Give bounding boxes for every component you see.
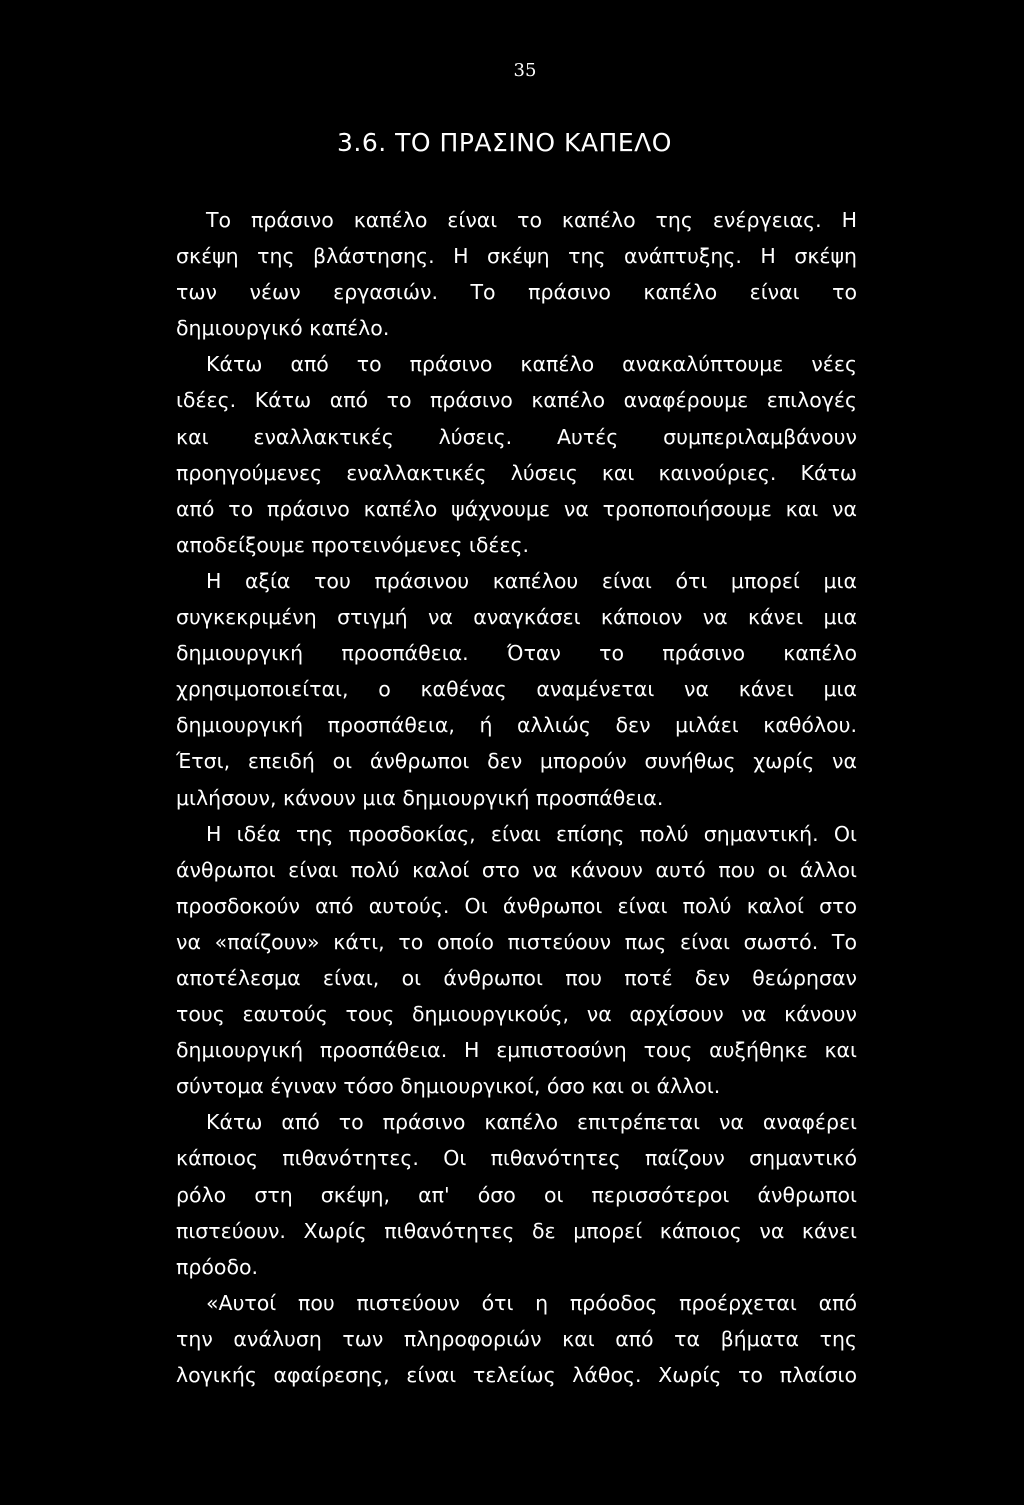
text-line: πρόοδο. [176,1254,259,1279]
text-line: Η αξία του πράσινου καπέλου είναι ότι μπορεί μια [206,568,857,593]
text-line: λογικής αφαίρεσης, είναι τελείως λάθος. Χωρίς το πλαίσιο [176,1363,857,1387]
text-line: μιλήσουν, κάνουν μια δημιουργική προσπάθεια. [176,785,664,810]
text-line: Η ιδέα της προσδοκίας, είναι επίσης πολύ σημαντική. Οι [206,821,857,846]
text-line: χρησιμοποιείται, ο καθένας αναμένεται να κάνει μια [176,677,857,702]
text-line: των νέων εργασιών. Το πράσινο καπέλο είναι το [176,280,857,305]
text-line: Κάτω από το πράσινο καπέλο επιτρέπεται να αναφέρει [206,1110,857,1135]
text-line: δημιουργική προσπάθεια. Όταν το πράσινο καπέλο [176,641,857,666]
text-line: αποτέλεσμα είναι, οι άνθρωποι που ποτέ δεν θεώρησαν [176,965,857,990]
text-line: σκέψη της βλάστησης. Η σκέψη της ανάπτυξης. Η σκέψη [176,244,857,269]
text-line: άνθρωποι είναι πολύ καλοί στο να κάνουν αυτό που οι άλλοι [176,857,857,882]
text-line: ρόλο στη σκέψη, απ' όσο οι περισσότεροι άνθρωποι [176,1182,857,1207]
text-line: την ανάλυση των πληροφοριών και από τα βήματα της [176,1326,857,1351]
text-line: πιστεύουν. Χωρίς πιθανότητες δε μπορεί κάποιος να κάνει [176,1218,857,1243]
text-line: ιδέες. Κάτω από το πράσινο καπέλο αναφέρουμε επιλογές [176,388,857,413]
text-line: και εναλλακτικές λύσεις. Αυτές συμπεριλαμβάνουν [176,424,857,449]
text-line: δημιουργική προσπάθεια. Η εμπιστοσύνη τους αυξήθηκε και [176,1038,857,1063]
text-line: δημιουργική προσπάθεια, ή αλλιώς δεν μιλάει καθόλου. [176,713,857,738]
text-line: από το πράσινο καπέλο ψάχνουμε να τροποποιήσουμε και να [176,496,857,521]
text-line: Έτσι, επειδή οι άνθρωποι δεν μπορούν συνήθως χωρίς να [176,749,857,774]
text-line: «Αυτοί που πιστεύουν ότι η πρόοδος προέρχεται από [206,1290,857,1315]
text-line: Το πράσινο καπέλο είναι το καπέλο της ενέργειας. Η [206,208,857,232]
text-line: Κάτω από το πράσινο καπέλο ανακαλύπτουμε νέες [206,352,857,377]
text-line: αποδείξουμε προτεινόμενες ιδέες. [176,532,530,557]
text-line: προσδοκούν από αυτούς. Οι άνθρωποι είναι πολύ καλοί στο [176,893,857,918]
text-line: κάποιος πιθανότητες. Οι πιθανότητες παίζουν σημαντικό [176,1146,857,1171]
text-line: δημιουργικό καπέλο. [176,316,390,341]
text-line: να «παίζουν» κάτι, το οποίο πιστεύουν πως είναι σωστό. Το [176,929,857,954]
text-line: τους εαυτούς τους δημιουργικούς, να αρχίσουν να κάνουν [176,1002,857,1027]
text-line: συγκεκριμένη στιγμή να αναγκάσει κάποιον να κάνει μια [176,605,857,630]
section-heading: 3.6. ΤΟ ΠΡΑΣΙΝΟ ΚΑΠΕΛΟ [337,128,672,157]
text-line: σύντομα έγιναν τόσο δημιουργικοί, όσο και οι άλλοι. [176,1074,721,1099]
body-text [176,202,857,1393]
page-number: 35 [513,60,537,81]
text-line: προηγούμενες εναλλακτικές λύσεις και καινούριες. Κάτω [176,460,857,485]
